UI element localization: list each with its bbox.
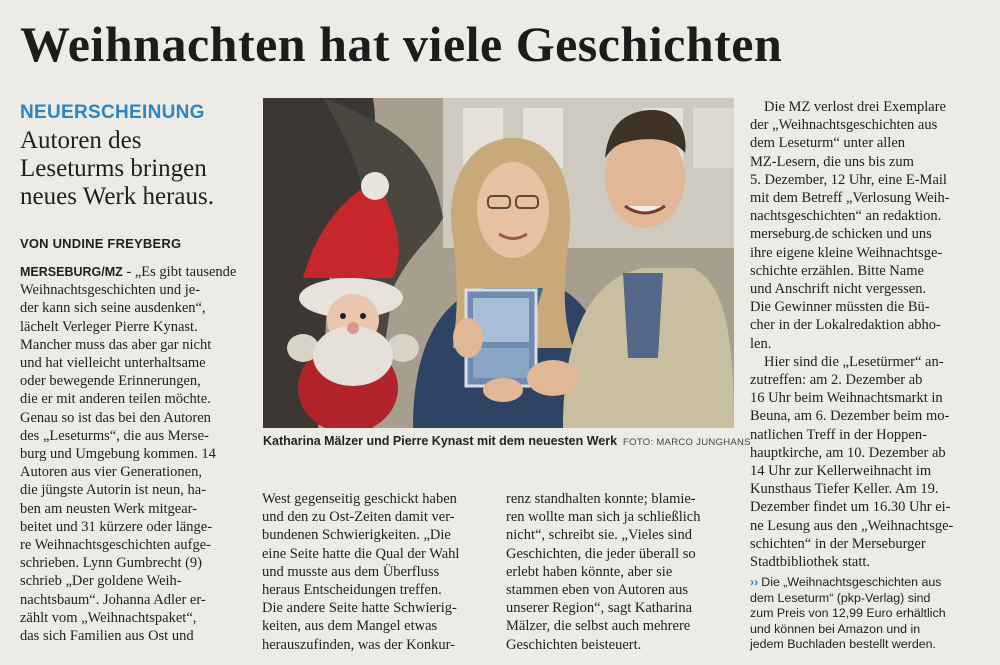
text-line: Die MZ verlost drei Exemplare [764,99,946,115]
text-line: Mälzer, die selbst auch mehrere [506,618,691,635]
text-line: herauszufinden, was der Konkur- [262,636,455,653]
article-photo [263,98,734,428]
text-line: die er mit anderen teilen möchte. [20,391,211,408]
dateline: MERSEBURG/MZ [20,265,123,279]
text-line: mit dem Betreff „Verlosung Weih- [750,190,950,207]
text-line: West gegenseitig geschickt haben [262,491,457,507]
subhead-line: Leseturms bringen [20,155,207,182]
text-line: Autoren aus vier Generationen, [20,464,202,481]
subhead-line: Autoren des [20,127,142,154]
text-line: ben am neusten Werk mitgear- [20,500,198,517]
text-line-fragment: - „Es gibt tausende [122,264,237,280]
text-line: schrieben. Lynn Gumbrecht (9) [20,555,203,572]
text-line: Die andere Seite hatte Schwierig- [262,600,457,617]
info-line [750,575,980,591]
text-line: natlichen Treff in der Hoppen- [750,426,927,443]
text-line: ihre eigene kleine Weihnachtsge- [750,244,943,261]
text-line: des „Leseturms“, die aus Merse- [20,427,209,444]
text-line: 5. Dezember, 12 Uhr, eine E-Mail [750,171,947,188]
text-line: zutreffen: am 2. Dezember ab [750,372,923,389]
text-line: Mancher muss das aber gar nicht [20,336,212,353]
text-line: ren wollte man sich ja schließlich [506,509,701,526]
subhead-line: neues Werk heraus. [20,183,214,210]
text-line: beitet und 31 kürzere oder länge- [20,518,213,535]
photo-credit: FOTO: MARCO JUNGHANS [623,437,751,448]
text-line: Kunsthaus Tiefer Keller. Am 19. [750,481,939,498]
text-line: und den zu Ost-Zeiten damit ver- [262,509,455,526]
text-line: schichte erzählen. Bitte Name [750,262,924,279]
info-line: dem Leseturm“ (pkp-Verlag) sind [750,590,931,605]
photo-illustration [263,98,734,428]
text-line: 16 Uhr beim Weihnachtsmarkt in [750,390,943,407]
text-line: nicht“, schreibt sie. „Vieles sind [506,527,692,544]
text-line: keiten, aus dem Mangel etwas [262,618,438,635]
text-line: burg und Umgebung kommen. 14 [20,446,216,463]
photo-caption [263,434,751,448]
text-line: 14 Uhr zur Kellerweihnacht im [750,463,932,480]
text-line [20,263,248,281]
text-line: stammen eben von Autoren aus [506,582,689,599]
article-column-2 [262,490,497,665]
text-line: und Anschrift nicht vergessen. [750,281,927,298]
info-box [750,575,980,653]
info-line-text: Die „Weihnachtsgeschichten aus [761,575,942,589]
text-line: Weihnachtsgeschichten und je- [20,282,201,299]
rubric-label: NEUERSCHEINUNG [20,102,205,123]
text-line: das sich Familien aus Ost und [20,628,194,645]
text-line: hauptkirche, am 10. Dezember ab [750,444,946,461]
text-line: Stadtbibliothek statt. [750,554,871,568]
byline: VON UNDINE FREYBERG [20,236,182,251]
text-line: Beuna, am 6. Dezember beim mo- [750,408,950,425]
text-line: nachtsgeschichten“ an redaktion. [750,208,942,225]
text-line: und musste aus dem Überfluss [262,563,440,580]
text-line: heraus Entscheidungen treffen. [262,582,442,599]
text-line: und hat vielleicht unterhaltsame [20,355,206,372]
headline: Weihnachten hat viele Geschichten [20,16,783,72]
text-line: erlebt haben könnte, aber sie [506,563,673,580]
info-line: und können bei Amazon und in [750,621,921,636]
text-line: ne Lesung aus den „Weihnachtsge- [750,517,954,534]
info-line: zum Preis von 12,99 Euro erhältlich [750,606,946,621]
text-line: Geschichten beisteuert. [506,636,642,653]
text-line: bundenen Schwierigkeiten. „Die [262,527,451,544]
text-line: cher in der Lokalredaktion abho- [750,317,941,334]
text-line: die jüngste Autorin ist neun, ha- [20,482,207,499]
subheadline [20,127,260,211]
text-line: re Weihnachtsgeschichten aufge- [20,537,212,554]
article-column-1 [20,263,248,663]
arrow-icon: ›› [750,575,759,589]
text-line: merseburg.de schicken und uns [750,226,932,243]
text-line: Die Gewinner müssten die Bü- [750,299,930,316]
caption-text: Katharina Mälzer und Pierre Kynast mit dem neuesten Werk [263,434,618,448]
text-line: schrieb „Der goldene Weih- [20,573,182,590]
text-line: MZ-Lesern, die uns bis zum [750,153,914,170]
text-line: der kann sich seine ausdenken“, [20,300,206,317]
article-column-4 [750,98,978,568]
text-line: Geschichten, die jeder überall so [506,545,696,562]
info-line: jedem Buchladen bestellt werden. [750,637,936,652]
text-line: lächelt Verleger Pierre Kynast. [20,318,198,335]
text-line: nachtsbaum“. Johanna Adler er- [20,591,206,608]
text-line: Genau so ist das bei den Autoren [20,409,211,426]
text-line: unserer Region“, sagt Katharina [506,600,693,617]
text-line: len. [750,335,772,352]
text-line: eine Seite hatte die Qual der Wahl [262,545,460,562]
text-line: der „Weihnachtsgeschichten aus [750,117,938,134]
text-line: schichten“ in der Merseburger [750,535,926,552]
text-line: oder bewegende Erinnerungen, [20,373,201,390]
text-line: dem Leseturm“ unter allen [750,135,906,152]
text-line: Dezember findet um 16.30 Uhr ei- [750,499,951,516]
text-line: Hier sind die „Lesetürmer“ an- [764,353,944,370]
article-column-3 [506,490,734,665]
text-line: zählt vom „Weihnachtspaket“, [20,609,197,626]
text-line: renz standhalten konnte; blamie- [506,491,696,507]
